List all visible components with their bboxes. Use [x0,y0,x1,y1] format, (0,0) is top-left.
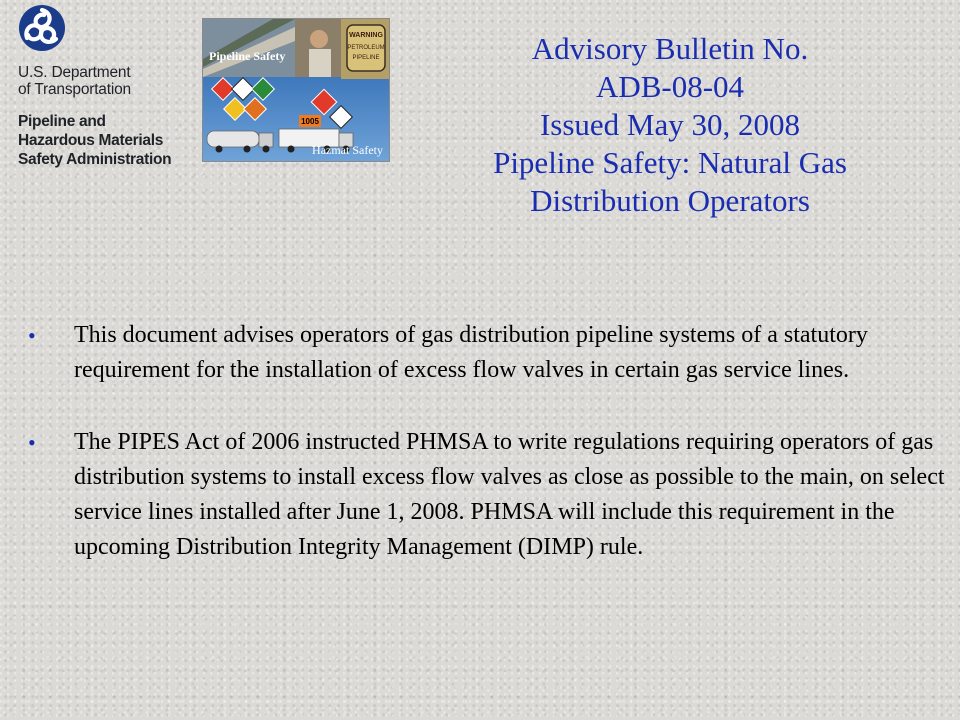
administration-line-3: Safety Administration [18,151,172,168]
title-line-5: Distribution Operators [530,183,810,218]
title-line-4: Pipeline Safety: Natural Gas [493,145,847,180]
administration-name [18,112,171,169]
bullet-list [28,318,948,565]
bullet-marker: • [28,430,36,455]
department-line-2: of Transportation [18,81,131,98]
warning-sign-line-2: PETROLEUM [347,45,385,51]
bulletin-title [420,30,920,220]
title-line-1: Advisory Bulletin No. [531,31,809,66]
bullet-item [28,425,948,565]
agency-wordmark [18,64,171,169]
banner-label-pipeline-safety: Pipeline Safety [209,49,286,63]
bullet-marker: • [28,323,36,348]
warning-sign-line-3: PIPELINE [352,55,380,61]
placard-number: 1005 [301,117,319,126]
title-line-3: Issued May 30, 2008 [539,107,801,142]
department-name [18,64,171,98]
dot-triskelion-logo-icon [18,4,66,52]
bullet-text: This document advises operators of gas distribution pipeline systems of a statutory requirement for the installation of excess flow valves in certain gas service lines. [74,322,868,383]
warning-sign-line-1: WARNING [349,32,383,39]
department-line-1: U.S. Department [18,64,131,81]
banner-collage-graphic [203,19,389,161]
banner-label-hazmat-safety: Hazmat Safety [312,143,383,157]
bullet-item [28,318,948,388]
administration-line-1: Pipeline and [18,113,106,130]
title-line-2: ADB-08-04 [595,69,745,104]
pipeline-hazmat-banner-image [202,18,390,162]
bullet-text: The PIPES Act of 2006 instructed PHMSA to write regulations requiring operators of gas distribution systems to install excess flow valves as close as possible to the main, on select service lines installed after June 1, 2008. PHMSA will include this requirement in the upcoming Distribution Integrity Management (DIMP) rule. [74,429,945,560]
administration-line-2: Hazardous Materials [18,132,164,149]
